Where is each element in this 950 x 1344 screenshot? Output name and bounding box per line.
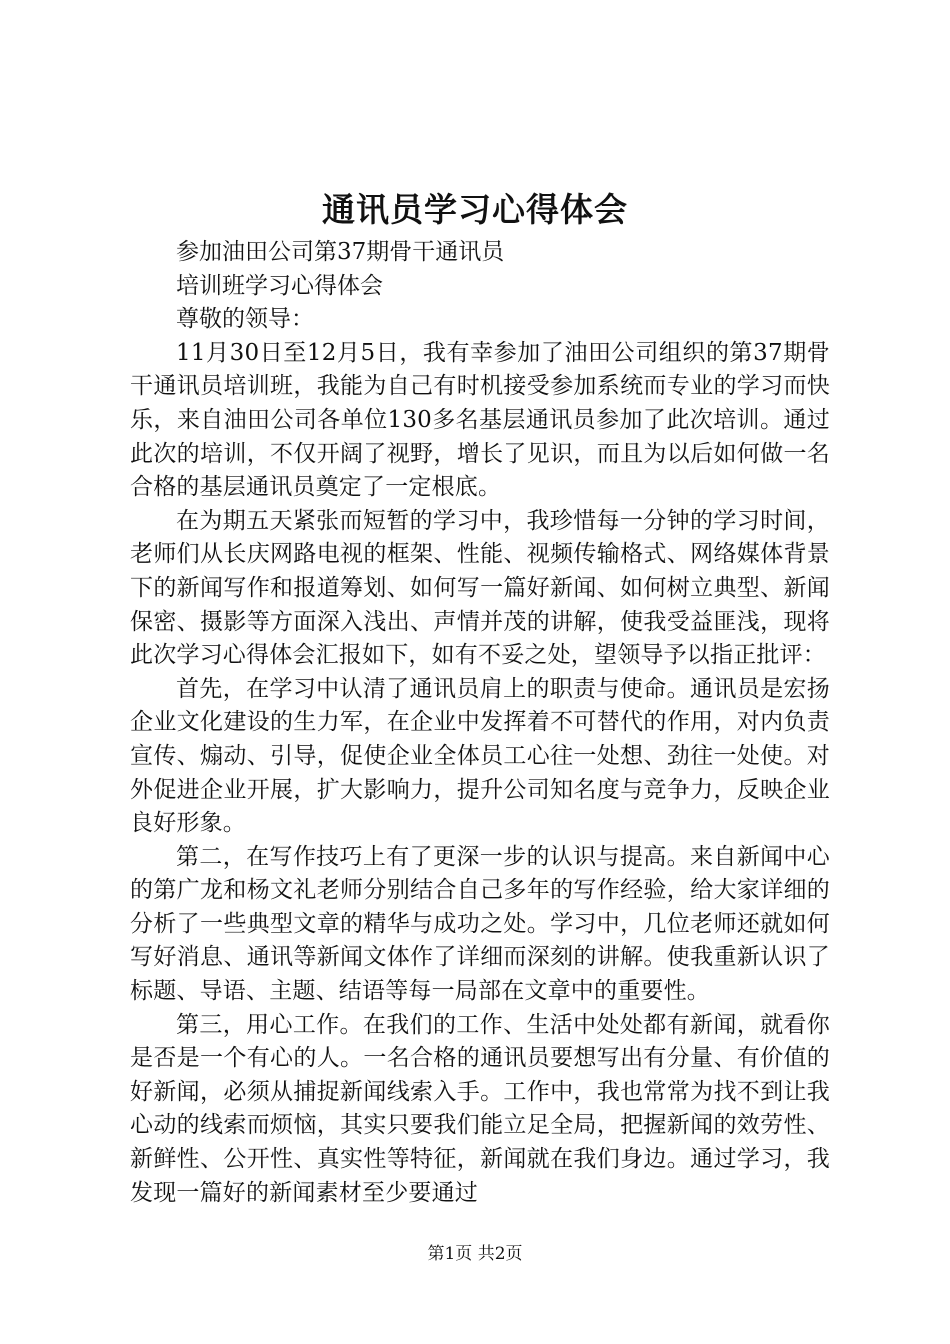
- document-body: [130, 236, 830, 1210]
- paragraph-1: 11月30日至12月5日，我有幸参加了油田公司组织的第37期骨干通讯员培训班，我能为自己有时机接受参加系统而专业的学习而快乐，来自油田公司各单位130多名基层通讯员参加了此次培训。通过此次的培训，不仅开阔了视野，增长了见识，而且为以后如何做一名合格的基层通讯员奠定了一定根底。: [130, 339, 830, 501]
- paragraph-4: 第二，在写作技巧上有了更深一步的认识与提高。来自新闻中心的第广龙和杨文礼老师分别结合自己多年的写作经验，给大家详细的分析了一些典型文章的精华与成功之处。学习中，几位老师还就如何写好消息、通讯等新闻文体作了详细而深刻的讲解。使我重新认识了标题、导语、主题、结语等每一局部在文章中的重要性。: [130, 843, 830, 1005]
- page-number-footer: 第1页 共2页: [427, 1244, 523, 1264]
- paragraph-5: 第三，用心工作。在我们的工作、生活中处处都有新闻，就看你是否是一个有心的人。一名合格的通讯员要想写出有分量、有价值的好新闻，必须从捕捉新闻线索入手。工作中，我也常常为找不到让我心动的线索而烦恼，其实只要我们能立足全局，把握新闻的效劳性、新鲜性、公开性、真实性等特征，新闻就在我们身边。通过学习，我发现一篇好的新闻素材至少要通过: [130, 1011, 830, 1206]
- paragraph-3: 首先，在学习中认清了通讯员肩上的职责与使命。通讯员是宏扬企业文化建设的生力军，在企业中发挥着不可替代的作用，对内负责宣传、煽动、引导，促使企业全体员工心往一处想、劲往一处使。对外促进企业开展，扩大影响力，提升公司知名度与竞争力，反映企业良好形象。: [130, 675, 830, 837]
- document-title: 通讯员学习心得体会: [322, 190, 628, 229]
- salutation: 尊敬的领导：: [176, 306, 314, 333]
- subtitle-line-2: 培训班学习心得体会: [176, 272, 383, 299]
- paragraph-2: 在为期五天紧张而短暂的学习中，我珍惜每一分钟的学习时间，老师们从长庆网路电视的框架、性能、视频传输格式、网络媒体背景下的新闻写作和报道筹划、如何写一篇好新闻、如何树立典型、新闻保密、摄影等方面深入浅出、声情并茂的讲解，使我受益匪浅，现将此次学习心得体会汇报如下，如有不妥之处，望领导予以指正批评：: [130, 507, 830, 669]
- subtitle-line-1: 参加油田公司第37期骨干通讯员: [176, 239, 505, 265]
